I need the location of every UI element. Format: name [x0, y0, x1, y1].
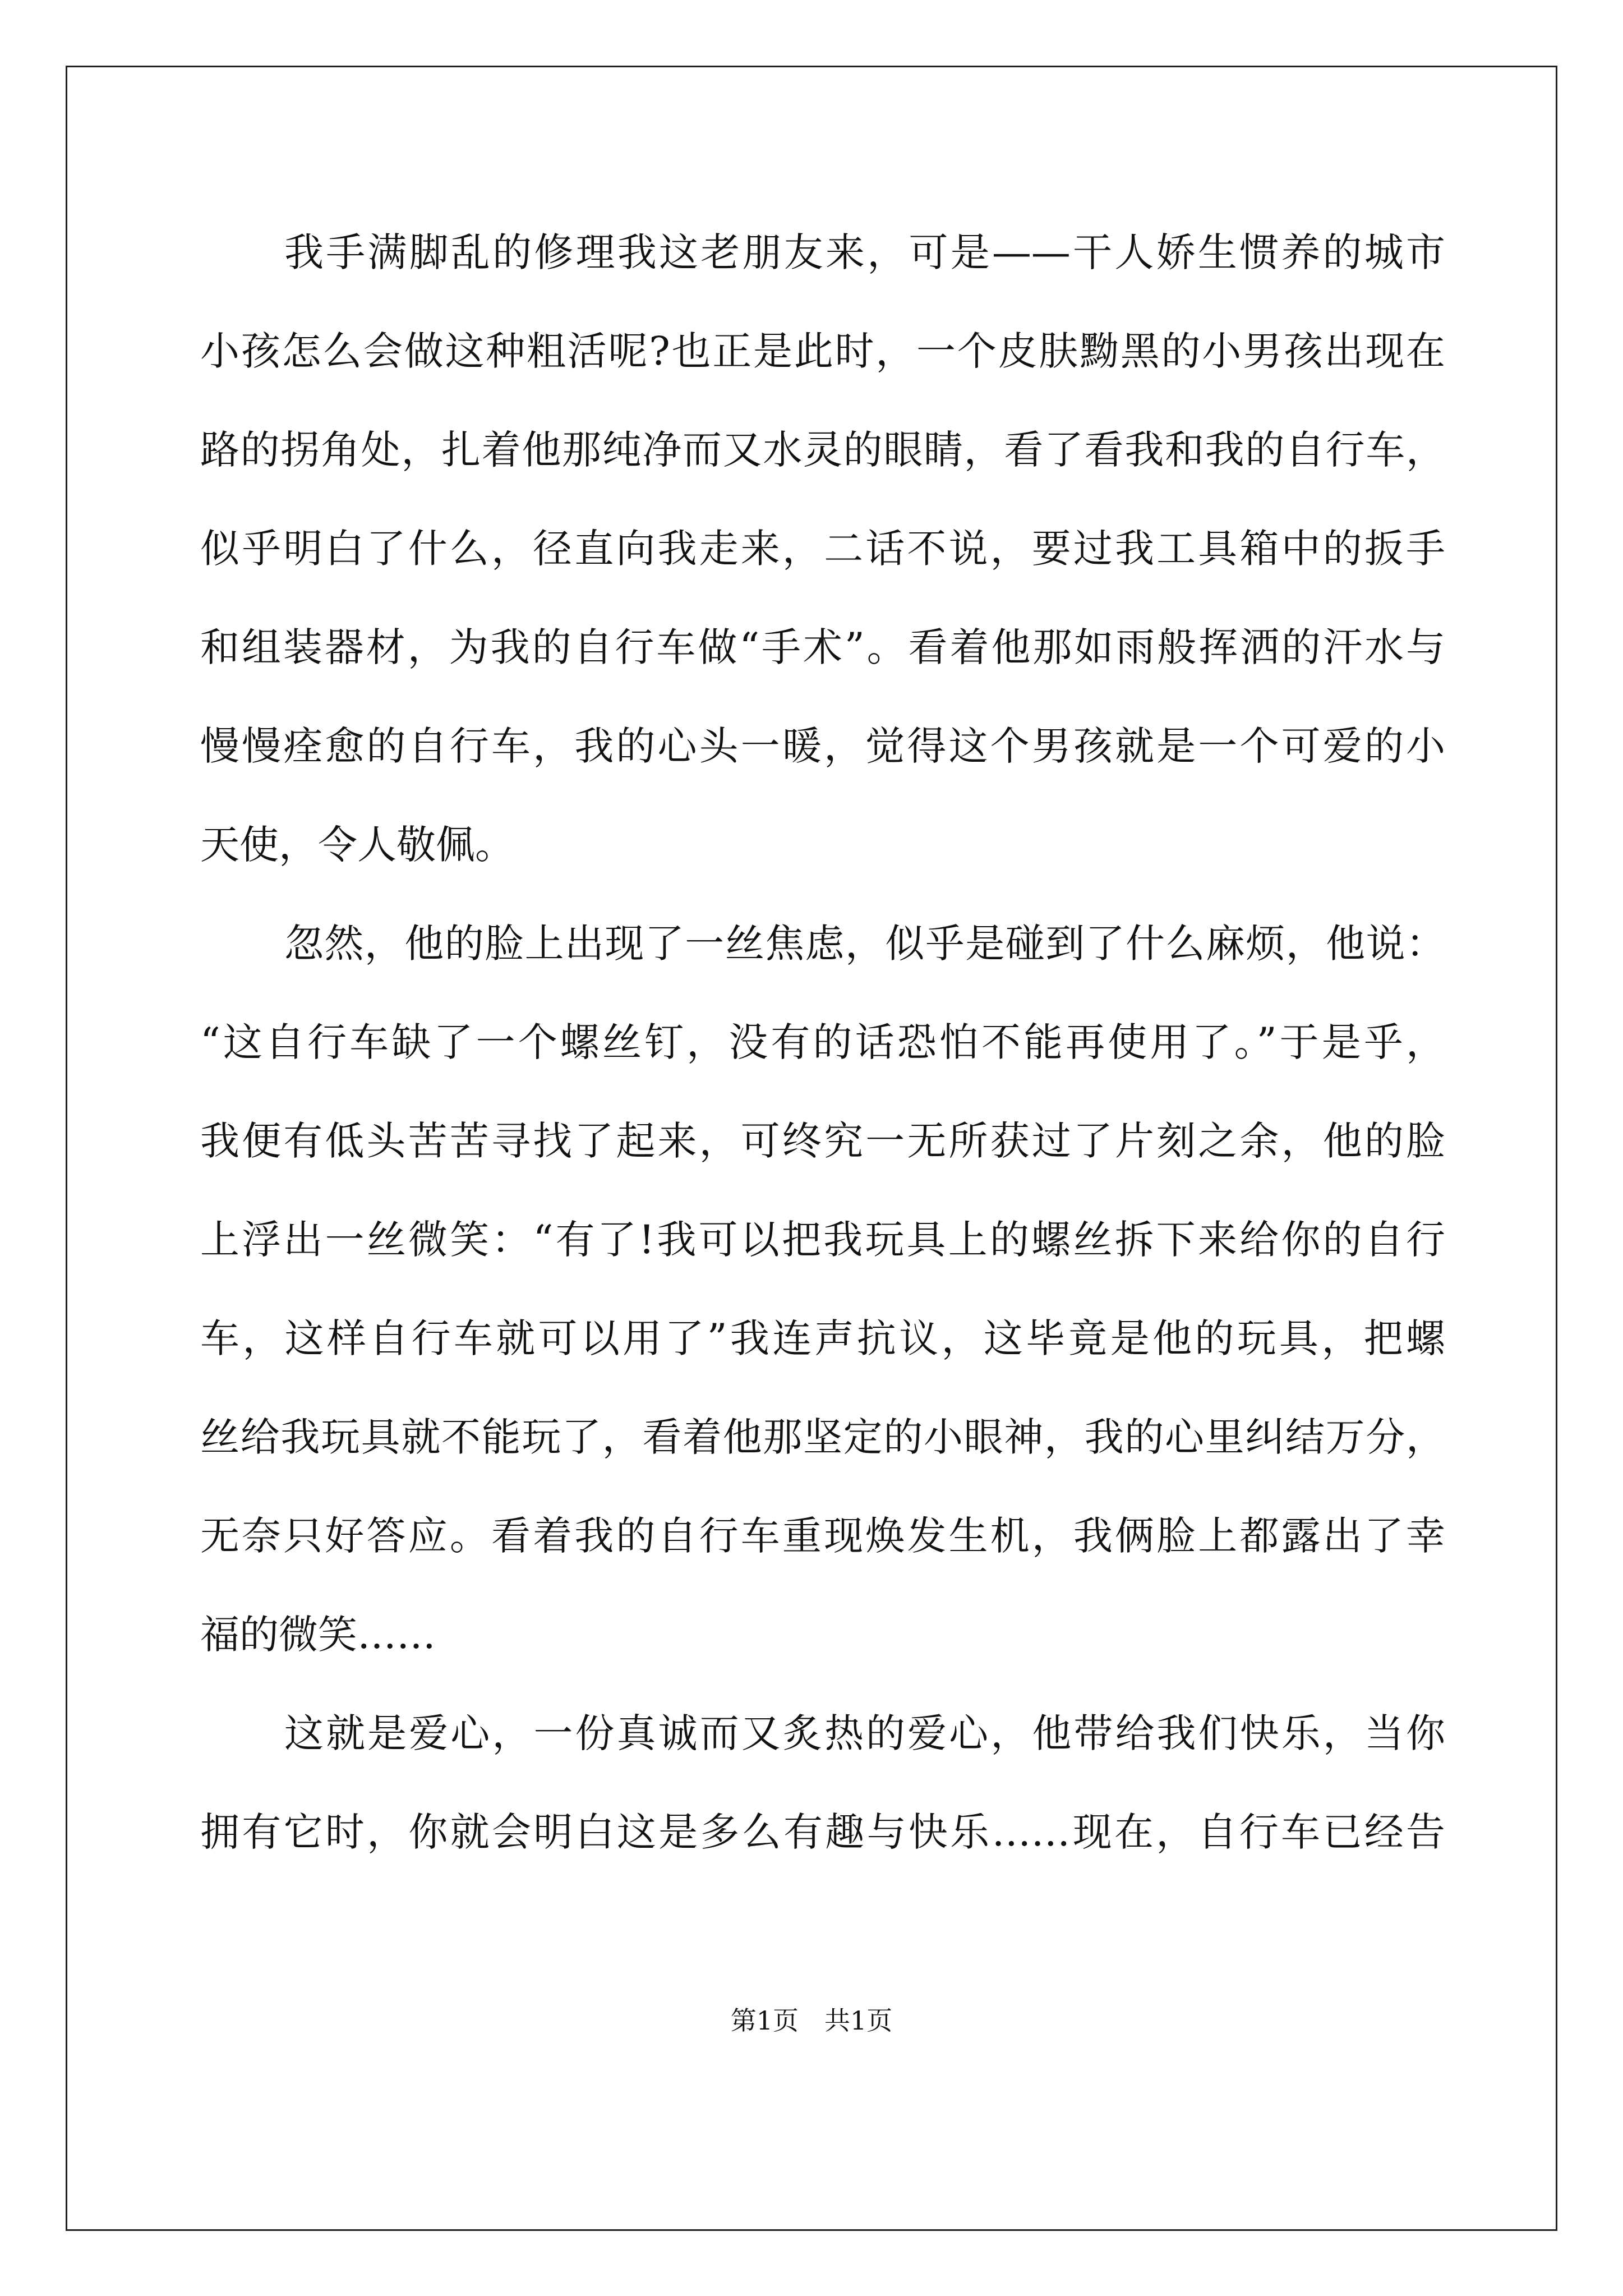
- page-number: 第1页 共1页: [730, 2005, 893, 2036]
- text-line: 上浮出一丝微笑：“有了!我可以把我玩具上的螺丝拆下来给你的自行: [200, 1217, 1445, 1263]
- text-line: 小孩怎么会做这种粗活呢?也正是此时，一个皮肤黝黑的小男孩出现在: [200, 328, 1445, 374]
- text-line: 福的微笑……: [200, 1612, 436, 1658]
- text-line: 天使，令人敬佩。: [200, 822, 514, 868]
- text-line: 和组装器材，为我的自行车做“手术”。看着他那如雨般挥洒的汗水与: [200, 624, 1445, 670]
- text-line: 慢慢痊愈的自行车，我的心头一暖，觉得这个男孩就是一个可爱的小: [200, 723, 1445, 769]
- text-line: 丝给我玩具就不能玩了，看着他那坚定的小眼神，我的心里纠结万分，: [200, 1414, 1445, 1460]
- text-line: 车，这样自行车就可以用了”我连声抗议，这毕竟是他的玩具，把螺: [200, 1315, 1445, 1361]
- text-line: 无奈只好答应。看着我的自行车重现焕发生机，我俩脸上都露出了幸: [200, 1513, 1445, 1559]
- text-line: 忽然，他的脸上出现了一丝焦虑，似乎是碰到了什么麻烦，他说：: [284, 921, 1445, 967]
- text-line: 我手满脚乱的修理我这老朋友来，可是——干人娇生惯养的城市: [284, 229, 1445, 275]
- text-line: 我便有低头苦苦寻找了起来，可终究一无所获过了片刻之余，他的脸: [200, 1118, 1445, 1164]
- text-line: 拥有它时，你就会明白这是多么有趣与快乐……现在，自行车已经告: [200, 1809, 1445, 1855]
- text-line: 似乎明白了什么，径直向我走来，二话不说，要过我工具箱中的扳手: [200, 526, 1445, 572]
- text-line: “这自行车缺了一个螺丝钉，没有的话恐怕不能再使用了。”于是乎，: [200, 1019, 1445, 1065]
- text-line: 路的拐角处，扎着他那纯净而又水灵的眼睛，看了看我和我的自行车，: [200, 427, 1445, 473]
- text-line: 这就是爱心，一份真诚而又炙热的爱心，他带给我们快乐，当你: [284, 1710, 1445, 1756]
